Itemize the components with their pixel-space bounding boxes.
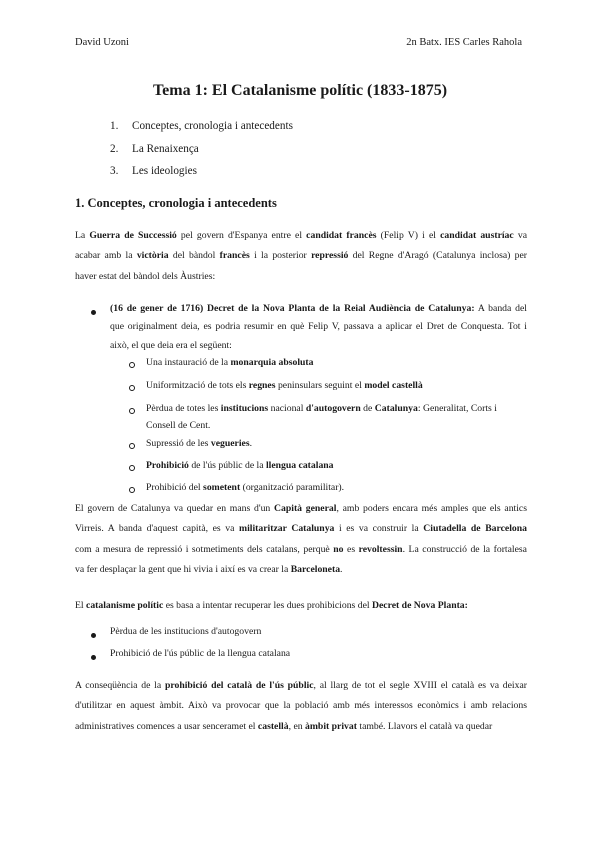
text-run: acabar amb la <box>75 250 137 262</box>
toc-number: 1. <box>110 120 119 132</box>
subitem-text <box>146 403 497 414</box>
prohibition-item: Prohibició de l'ús públic de la llengua catalana <box>110 648 291 659</box>
text-run: Uniformització de tots els <box>146 380 249 391</box>
text-run: A banda del <box>474 303 527 314</box>
text-line <box>110 337 527 355</box>
bold-text: institucions <box>220 403 269 414</box>
governor-paragraph <box>75 499 527 580</box>
bold-text: sometent <box>203 482 241 493</box>
bold-text: model castellà <box>364 380 423 391</box>
text-run: : Generalitat, Corts i <box>417 403 497 414</box>
text-run: (organització paramilitar). <box>240 482 345 493</box>
text-line <box>75 560 527 580</box>
bold-text: vegueries <box>210 438 250 449</box>
text-run: , amb poders encara més amples que els antics <box>336 503 527 514</box>
text-run: Virreis. A banda d'aquest capità, es va <box>75 523 240 535</box>
bold-text: Decret de Nova Planta: <box>372 600 468 611</box>
bold-text: monarquia absoluta <box>230 357 314 368</box>
bold-text: regnes <box>248 380 276 391</box>
section-heading: 1. Conceptes, cronologia i antecedents <box>75 196 277 210</box>
text-run: , en <box>288 720 306 732</box>
bold-text: (16 de gener de 1716) Decret de la Nova Planta de la Reial Audiència de Catalunya: <box>110 303 475 314</box>
text-run: . <box>249 438 253 449</box>
text-run: El govern de Catalunya va quedar en mans d'un <box>75 503 275 514</box>
text-run: això, el que deia era el següent: <box>110 339 232 351</box>
bold-text: no <box>333 543 344 555</box>
bold-text: candidat austríac <box>440 230 514 241</box>
text-run: La <box>75 230 90 241</box>
text-run: (Felip V) i el <box>376 230 441 241</box>
prohibition-item: Pèrdua de les institucions d'autogovern <box>110 626 262 637</box>
text-run: pel govern d'Espanya entre el <box>176 230 307 241</box>
text-run: Una instauració de la <box>146 357 231 368</box>
toc-item <box>110 143 293 166</box>
text-line <box>75 596 527 616</box>
text-run: . La construcció de la fortalesa <box>402 543 527 555</box>
intro-paragraph <box>75 226 527 287</box>
catalanism-paragraph <box>75 596 527 616</box>
text-run: administratives comences a usar senceramet el <box>75 720 258 732</box>
bold-text: Barceloneta <box>290 563 341 575</box>
text-run: d'utilitzar en aquest àmbit. Això va provocar que la població amb més interessos econòmics i amb relacions <box>75 700 527 712</box>
text-run: de <box>360 403 375 414</box>
subitem-text <box>146 357 313 368</box>
text-run: Pèrdua de totes les <box>146 403 221 414</box>
subitem-text <box>146 438 252 449</box>
bold-text: castellà <box>257 720 289 732</box>
circle-bullet-icon <box>129 487 135 493</box>
text-line <box>75 717 527 737</box>
bold-text: d'autogovern <box>305 403 361 414</box>
text-line <box>75 267 527 287</box>
text-run: i la posterior <box>249 250 312 262</box>
toc-number: 2. <box>110 142 119 155</box>
text-run: del Regne d'Aragó (Catalunya inclosa) per <box>348 250 528 262</box>
text-line <box>75 696 527 716</box>
bold-text: victòria <box>136 250 169 262</box>
text-run: . <box>340 563 343 575</box>
text-line <box>110 300 527 318</box>
header-author: David Uzoni <box>75 37 129 48</box>
table-of-contents <box>110 120 293 188</box>
circle-bullet-icon <box>129 362 135 368</box>
bold-text: francès <box>219 250 250 262</box>
text-run: Prohibició del <box>146 482 204 493</box>
text-run: i es va construir la <box>334 523 424 535</box>
bold-text: Prohibició <box>146 460 189 471</box>
text-line <box>75 676 527 696</box>
text-run: Supressió de les <box>146 438 211 449</box>
circle-bullet-icon <box>129 385 135 391</box>
page-title: Tema 1: El Catalanisme polític (1833-1875) <box>152 82 448 99</box>
text-run: com a mesura de repressió i sotmetiments dels catalans, perquè <box>75 543 334 555</box>
text-run: nacional <box>268 403 306 414</box>
text-line <box>75 246 527 266</box>
text-run: de l'ús públic de la <box>188 460 266 471</box>
text-line <box>110 318 527 336</box>
text-run: també. Llavors el català va quedar <box>356 720 493 732</box>
subitem-text <box>146 380 423 391</box>
bold-text: prohibició del català de l'ús públic <box>164 680 314 691</box>
bold-text: candidat francès <box>306 230 377 241</box>
text-run: El <box>75 600 87 611</box>
subitem-text <box>146 420 210 431</box>
bold-text: Capità general <box>274 503 337 514</box>
text-run: haver estat del bàndol dels Àustries: <box>75 270 216 282</box>
toc-label: Conceptes, cronologia i antecedents <box>132 120 293 132</box>
text-run: es basa a intentar recuperar les dues prohibicions del <box>163 600 373 611</box>
bold-text: catalanisme polític <box>86 600 164 611</box>
bullet-icon <box>91 655 96 660</box>
decree-paragraph <box>110 300 527 355</box>
bold-text: revoltessin <box>358 543 403 555</box>
circle-bullet-icon <box>129 443 135 449</box>
subitem-text <box>146 482 344 493</box>
toc-number: 3. <box>110 165 119 177</box>
text-run: , al llarg de tot el segle XVIII el català es va deixar <box>313 680 527 691</box>
toc-item <box>110 120 293 143</box>
bold-text: Guerra de Successió <box>89 230 177 241</box>
consequence-paragraph <box>75 676 527 737</box>
circle-bullet-icon <box>129 408 135 414</box>
bold-text: Catalunya <box>374 403 418 414</box>
text-run: Consell de Cent. <box>146 420 211 431</box>
subitem-text <box>146 460 334 471</box>
bold-text: àmbit privat <box>305 720 357 732</box>
text-run: peninsulars seguint el <box>275 380 365 391</box>
text-line <box>75 226 527 246</box>
text-run: A conseqüència de la <box>75 680 165 691</box>
text-run: que originalment deia, es podria resumir en què Felip V, passava a aplicar el Dret de Conquesta. Tot i <box>110 321 527 333</box>
circle-bullet-icon <box>129 465 135 471</box>
text-run: es <box>343 543 359 555</box>
text-run: va <box>513 230 527 241</box>
bold-text: militaritzar Catalunya <box>239 523 335 535</box>
text-run: va fer desplaçar la gent que hi vivia i així es va crear la <box>75 563 291 575</box>
bullet-icon <box>91 310 96 315</box>
text-run: del bàndol <box>168 250 220 262</box>
bold-text: llengua catalana <box>265 460 334 471</box>
toc-item <box>110 165 293 188</box>
text-line <box>75 499 527 519</box>
text-line <box>75 540 527 560</box>
toc-label: La Renaixença <box>132 142 199 155</box>
bold-text: Ciutadella de Barcelona <box>423 523 527 535</box>
text-line <box>75 519 527 539</box>
header-course: 2n Batx. IES Carles Rahola <box>406 37 522 48</box>
toc-label: Les ideologies <box>132 165 197 177</box>
bold-text: repressió <box>311 250 349 262</box>
bullet-icon <box>91 633 96 638</box>
